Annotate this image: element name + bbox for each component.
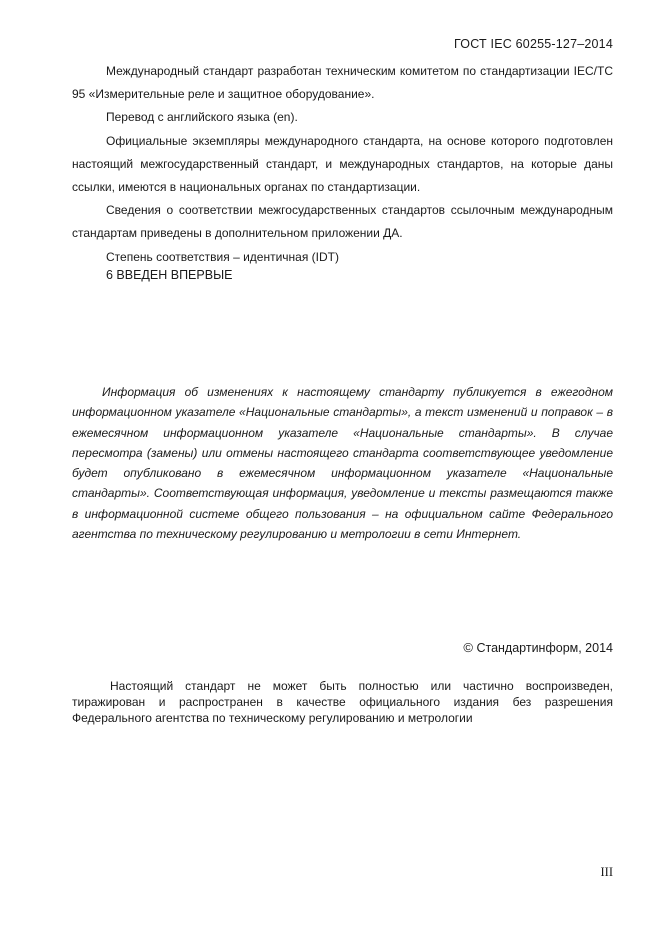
intro-paragraph-committee: Международный стандарт разработан техническим комитетом по стандартизации IEC/TC 95 «Измерительные реле и защитное оборудование». — [72, 64, 613, 102]
reproduction-notice: Настоящий стандарт не может быть полностью или частично воспроизведен, тиражирован и распространен в качестве официального издания без разрешения Федерального агентства по техническому регулированию и метрологии — [72, 679, 613, 725]
intro-paragraph-correspondence: Сведения о соответствии межгосударственных стандартов ссылочным международным стандартам приведены в дополнительном приложении ДА. — [72, 203, 613, 241]
document-designation: ГОСТ IEC 60255-127–2014 — [454, 37, 613, 51]
copyright-text: Стандартинформ, 2014 — [476, 641, 613, 655]
intro-paragraph-translation: Перевод с английского языка (en). — [106, 110, 298, 125]
copyright-line — [463, 640, 613, 655]
copyright-icon: © — [463, 640, 473, 655]
intro-block — [72, 60, 613, 269]
section-6-heading: 6 ВВЕДЕН ВПЕРВЫЕ — [106, 268, 233, 282]
page-number: III — [600, 865, 613, 879]
intro-paragraph-degree: Степень соответствия – идентичная (IDT) — [106, 249, 340, 264]
changes-info-notice: Информация об изменениях к настоящему стандарту публикуется в ежегодном информационном указателе «Национальные стандарты», а текст изменений и поправок – в ежемесячном информационном указателе «Национальные стандарты». В случае пересмотра (замены) или отмены настоящего стандарта соответствующее уведомление будет опубликовано в ежемесячном информационном указателе «Национальные стандарты». Соответствующая информация, уведомление и тексты размещаются также в информационной системе общего пользования – на официальном сайте Федерального агентства по техническому регулированию и метрологии в сети Интернет. — [72, 385, 613, 542]
intro-paragraph-official-copies: Официальные экземпляры международного стандарта, на основе которого подготовлен настоящий межгосударственный стандарт, и международных стандартов, на которые даны ссылки, имеются в национальных органах по стандартизации. — [72, 133, 613, 195]
